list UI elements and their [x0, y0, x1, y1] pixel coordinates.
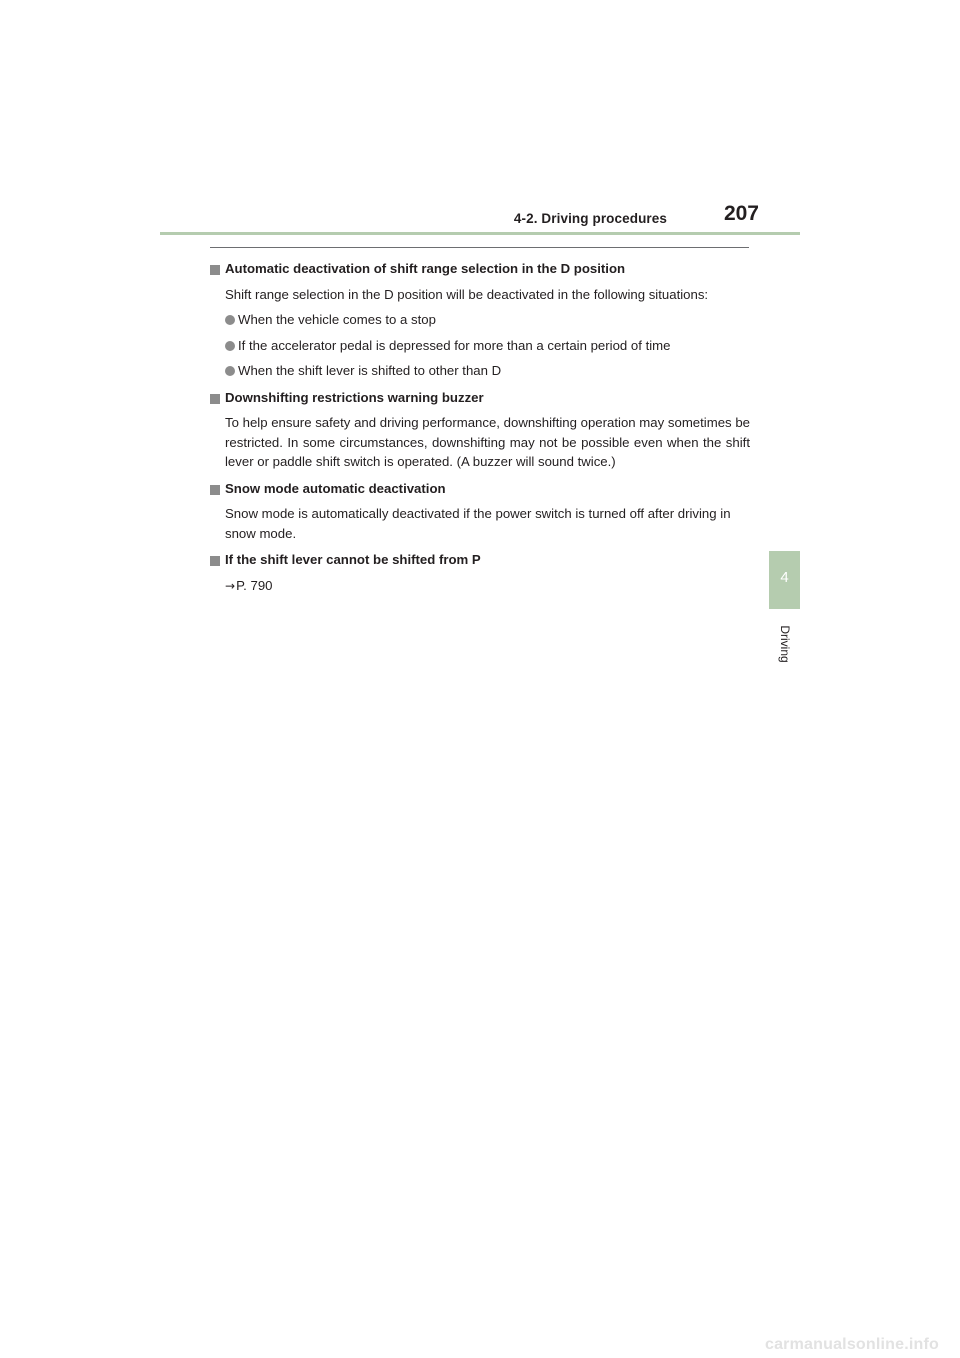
content-divider [210, 247, 749, 248]
list-item-text: When the shift lever is shifted to other than D [238, 363, 502, 378]
page-header [160, 200, 800, 236]
watermark: carmanualsonline.info [764, 1336, 939, 1353]
header-rule [160, 232, 800, 235]
list-item-text: If the accelerator pedal is depressed for more than a certain period of time [238, 337, 671, 353]
chapter-number: 4 [780, 569, 789, 586]
section-heading-text: If the shift lever cannot be shifted from P [225, 552, 481, 567]
section-heading-text: Downshifting restrictions warning buzzer [225, 389, 484, 405]
section-body: Snow mode is automatically deactivated if the power switch is turned off after driving in snow mode. [225, 506, 731, 541]
circle-bullet-icon [225, 366, 235, 376]
list-item-text: When the vehicle comes to a stop [238, 312, 436, 327]
square-bullet-icon [210, 265, 220, 275]
chapter-label-text: Driving [778, 625, 792, 663]
page-number: 207 [723, 202, 759, 225]
list-item [210, 336, 750, 356]
list-item [210, 310, 750, 330]
section-heading-text: Snow mode automatic deactivation [225, 480, 446, 496]
square-bullet-icon [210, 556, 220, 566]
square-bullet-icon [210, 394, 220, 404]
section-heading [210, 550, 750, 570]
list-item [210, 361, 750, 381]
chapter-label [774, 614, 796, 674]
circle-bullet-icon [225, 315, 235, 325]
page-reference[interactable] [210, 576, 750, 597]
section-heading [210, 479, 750, 499]
page-content [210, 259, 750, 596]
circle-bullet-icon [225, 341, 235, 351]
section-body: Shift range selection in the D position will be deactivated in the following situations: [225, 286, 709, 302]
section-heading [210, 259, 750, 279]
section-heading-text: Automatic deactivation of shift range selection in the D position [225, 261, 626, 276]
chapter-tab[interactable] [769, 551, 800, 609]
page-reference-text[interactable]: P. 790 [236, 577, 273, 593]
section-heading [210, 388, 750, 408]
square-bullet-icon [210, 485, 220, 495]
section-body: To help ensure safety and driving performance, downshifting operation may sometimes be restricted. In some circumstances, downshifting may not be possible even when the shift lever or paddle shift switch is operated. (A buzzer will sound twice.) [225, 415, 750, 469]
arrow-right-icon: → [225, 578, 236, 593]
section-title: 4-2. Driving procedures [513, 211, 667, 226]
